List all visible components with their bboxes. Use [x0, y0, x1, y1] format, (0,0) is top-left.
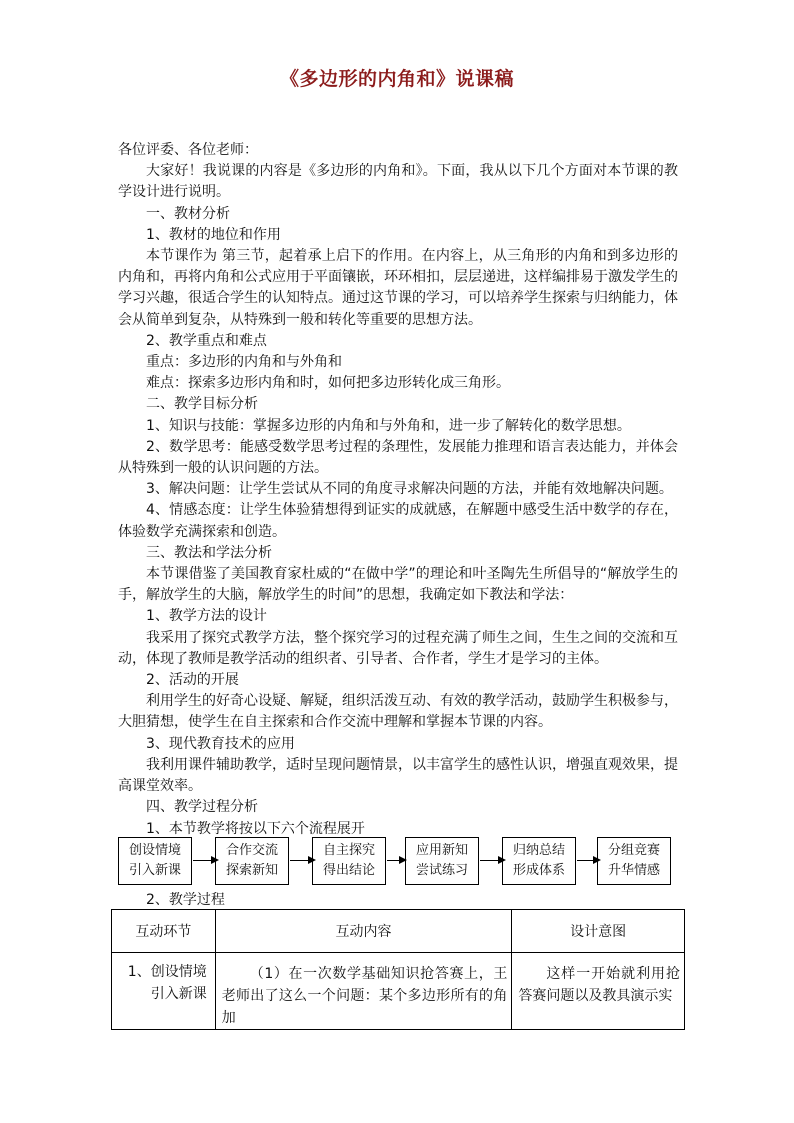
heading-section-4: 四、教学过程分析 — [146, 799, 258, 816]
flow-arrow-2 — [290, 860, 314, 861]
heading-4-1: 1、本节教学将按以下六个流程展开 — [146, 820, 365, 837]
flow-step-1-line1: 创设情境 — [128, 843, 181, 858]
table-header-row — [112, 910, 685, 953]
paragraph-3-2: 利用学生的好奇心设疑、解疑，组织活泼互动、有效的教学活动，鼓励学生积极参与，大胆猜想，使学生在自主探索和合作交流中理解和掌握本节课的内容。 — [118, 693, 678, 731]
flow-step-4 — [405, 837, 479, 885]
flow-step-5-line1: 归纳总结 — [512, 843, 565, 858]
cell-intent — [512, 953, 685, 1030]
flow-diagram — [118, 837, 678, 887]
stage-line1: 1、创设情境 — [127, 964, 207, 980]
paragraph-method-intro: 本节课借鉴了美国教育家杜威的“在做中学”的理论和叶圣陶先生所倡导的“解放学生的手，解放学生的大脑，解放学生的时间”的思想，我确定如下教法和学法： — [118, 566, 678, 604]
flow-step-1 — [118, 837, 192, 885]
header-content: 互动内容 — [215, 910, 512, 953]
paragraph-key-point: 重点：多边形的内角和与外角和 — [146, 354, 342, 371]
heading-section-1: 一、教材分析 — [146, 205, 230, 222]
heading-1-1: 1、教材的地位和作用 — [146, 226, 281, 243]
paragraph-intro: 大家好！我说课的内容是《多边形的内角和》。下面，我从以下几个方面对本节课的教学设计进行说明。 — [118, 163, 678, 201]
process-heading: 2、教学过程 — [146, 892, 225, 908]
paragraph-1-1: 本节课作为 第三节，起着承上启下的作用。在内容上，从三角形的内角和到多边形的内角和，再将内角和公式应用于平面镶嵌，环环相扣，层层递进，这样编排易于激发学生的学习兴趣，很适合学生的认知特点。通过这节课的学习，可以培养学生探索与归纳能力，体会从简单到复杂，从特殊到一般和转化等重要的思想方法。 — [118, 248, 678, 328]
flow-step-2-line1: 合作交流 — [225, 843, 278, 858]
flow-step-6 — [597, 837, 671, 885]
content-text: （1）在一次数学基础知识抢答赛上，王老师出了这么一个问题：某个多边形所有的角加 — [221, 966, 508, 1026]
cell-stage — [112, 953, 216, 1030]
heading-section-2: 二、教学目标分析 — [146, 396, 258, 413]
flow-step-6-line1: 分组竞赛 — [607, 843, 660, 858]
flow-arrow-3 — [387, 860, 405, 861]
greeting: 各位评委、各位老师： — [118, 142, 258, 158]
flow-step-5 — [502, 837, 576, 885]
heading-3-2: 2、活动的开展 — [146, 672, 239, 689]
flow-step-3 — [312, 837, 386, 885]
cell-content — [215, 953, 512, 1030]
header-intent: 设计意图 — [512, 910, 685, 953]
flow-step-2-line2: 探索新知 — [225, 863, 278, 878]
paragraph-goal-3: 3、解决问题：让学生尝试从不同的角度寻求解决问题的方法，并能有效地解决问题。 — [146, 481, 673, 498]
heading-3-1: 1、教学方法的设计 — [146, 608, 267, 625]
table-row — [112, 953, 685, 1030]
flow-step-5-line2: 形成体系 — [512, 863, 565, 878]
paragraph-goal-4: 4、情感态度：让学生体验猜想得到证实的成就感，在解题中感受生活中数学的存在，体验数学充满探索和创造。 — [118, 502, 678, 540]
paragraph-goal-1: 1、知识与技能：掌握多边形的内角和与外角和，进一步了解转化的数学思想。 — [146, 417, 631, 434]
flow-arrow-4 — [480, 860, 504, 861]
header-stage: 互动环节 — [112, 910, 216, 953]
flow-step-4-line1: 应用新知 — [415, 843, 468, 858]
document-body — [118, 140, 678, 840]
flow-step-3-line1: 自主探究 — [322, 843, 375, 858]
paragraph-3-3: 我利用课件辅助教学，适时呈现问题情景，以丰富学生的感性认识，增强直观效果，提高课堂效率。 — [118, 756, 678, 795]
heading-section-3: 三、教法和学法分析 — [146, 544, 272, 561]
paragraph-3-1: 我采用了探究式教学方法，整个探究学习的过程充满了师生之间，生生之间的交流和互动，体现了教师是教学活动的组织者、引导者、合作者，学生才是学习的主体。 — [118, 629, 678, 667]
flow-step-2 — [215, 837, 289, 885]
flow-step-3-line2: 得出结论 — [322, 863, 375, 878]
paragraph-difficulty: 难点：探索多边形内角和时，如何把多边形转化成三角形。 — [146, 375, 510, 392]
flow-arrow-1 — [193, 860, 217, 861]
paragraph-goal-2: 2、数学思考：能感受数学思考过程的条理性，发展能力推理和语言表达能力，并体会从特殊到一般的认识问题的方法。 — [118, 438, 678, 477]
heading-3-3: 3、现代教育技术的应用 — [146, 735, 295, 752]
intent-text: 这样一开始就利用抢答赛问题以及教具演示实 — [518, 966, 680, 1004]
flow-arrow-5 — [577, 860, 599, 861]
flow-step-6-line2: 升华情感 — [607, 863, 660, 878]
document-title: 《多边形的内角和》说课稿 — [279, 68, 514, 90]
stage-line2: 引入新课 — [150, 986, 207, 1002]
flow-step-4-line2: 尝试练习 — [415, 863, 468, 878]
flow-step-1-line2: 引入新课 — [128, 863, 181, 878]
process-table — [111, 909, 685, 1030]
heading-1-2: 2、教学重点和难点 — [146, 332, 267, 349]
